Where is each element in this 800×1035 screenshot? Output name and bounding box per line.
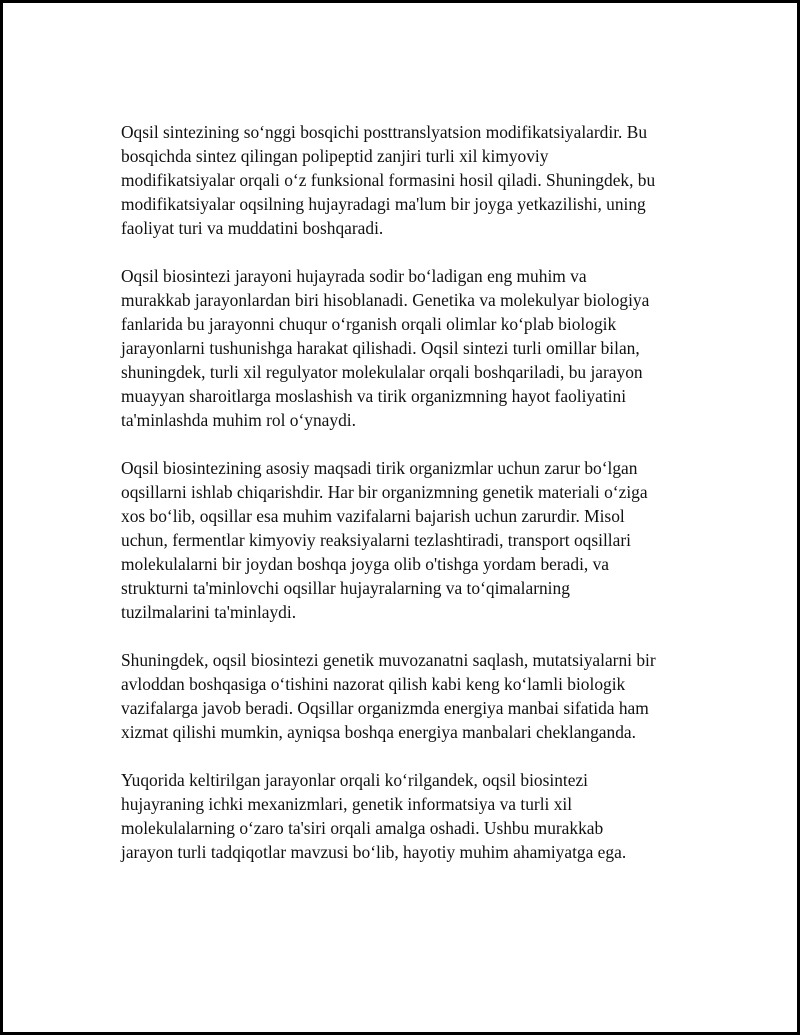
paragraph-4: Shuningdek, oqsil biosintezi genetik muvozanatni saqlash, mutatsiyalarni bir avloddan boshqasiga o‘tishini nazorat qilish kabi keng ko‘lamli biologik vazifalarga javob beradi. Oqsillar organizmda energiya manbai sifatida ham xizmat qilishi mumkin, ayniqsa boshqa energiya manbalari cheklanganda.: [121, 650, 656, 742]
paragraph-5: Yuqorida keltirilgan jarayonlar orqali ko‘rilgandek, oqsil biosintezi hujayraning ichki mexanizmlari, genetik informatsiya va turli xil molekulalarning o‘zaro ta'siri orqali amalga oshadi. Ushbu murakkab jarayon turli tadqiqotlar mavzusi bo‘lib, hayotiy muhim ahamiyatga ega.: [121, 770, 627, 862]
document-body: [121, 120, 706, 888]
paragraph-2: Oqsil biosintezi jarayoni hujayrada sodir bo‘ladigan eng muhim va murakkab jarayonlardan biri hisoblanadi. Genetika va molekulyar biologiya fanlarida bu jarayonni chuqur o‘rganish orqali olimlar ko‘plab biologik jarayonlarni tushunishga harakat qilishadi. Oqsil sintezi turli omillar bilan, shuningdek, turli xil regulyator molekulalar orqali boshqariladi, bu jarayon muayyan sharoitlarga moslashish va tirik organizmning hayot faoliyatini ta'minlashda muhim rol o‘ynaydi.: [121, 266, 650, 430]
paragraph-1: Oqsil sintezining so‘nggi bosqichi posttranslyatsion modifikatsiyalardir. Bu bosqichda sintez qilingan polipeptid zanjiri turli xil kimyoviy modifikatsiyalar orqali o‘z funksional formasini hosil qiladi. Shuningdek, bu modifikatsiyalar oqsilning hujayradagi ma'lum bir joyga yetkazilishi, uning faoliyat turi va muddatini boshqaradi.: [121, 122, 656, 238]
paragraph-3: Oqsil biosintezining asosiy maqsadi tirik organizmlar uchun zarur bo‘lgan oqsillarni ishlab chiqarishdir. Har bir organizmning genetik materiali o‘ziga xos bo‘lib, oqsillar esa muhim vazifalarni bajarish uchun zarurdir. Misol uchun, fermentlar kimyoviy reaksiyalarni tezlashtiradi, transport oqsillari molekulalarni bir joydan boshqa joyga olib o'tishga yordam beradi, va strukturni ta'minlovchi oqsillar hujayralarning va to‘qimalarning tuzilmalarini ta'minlaydi.: [121, 458, 648, 622]
